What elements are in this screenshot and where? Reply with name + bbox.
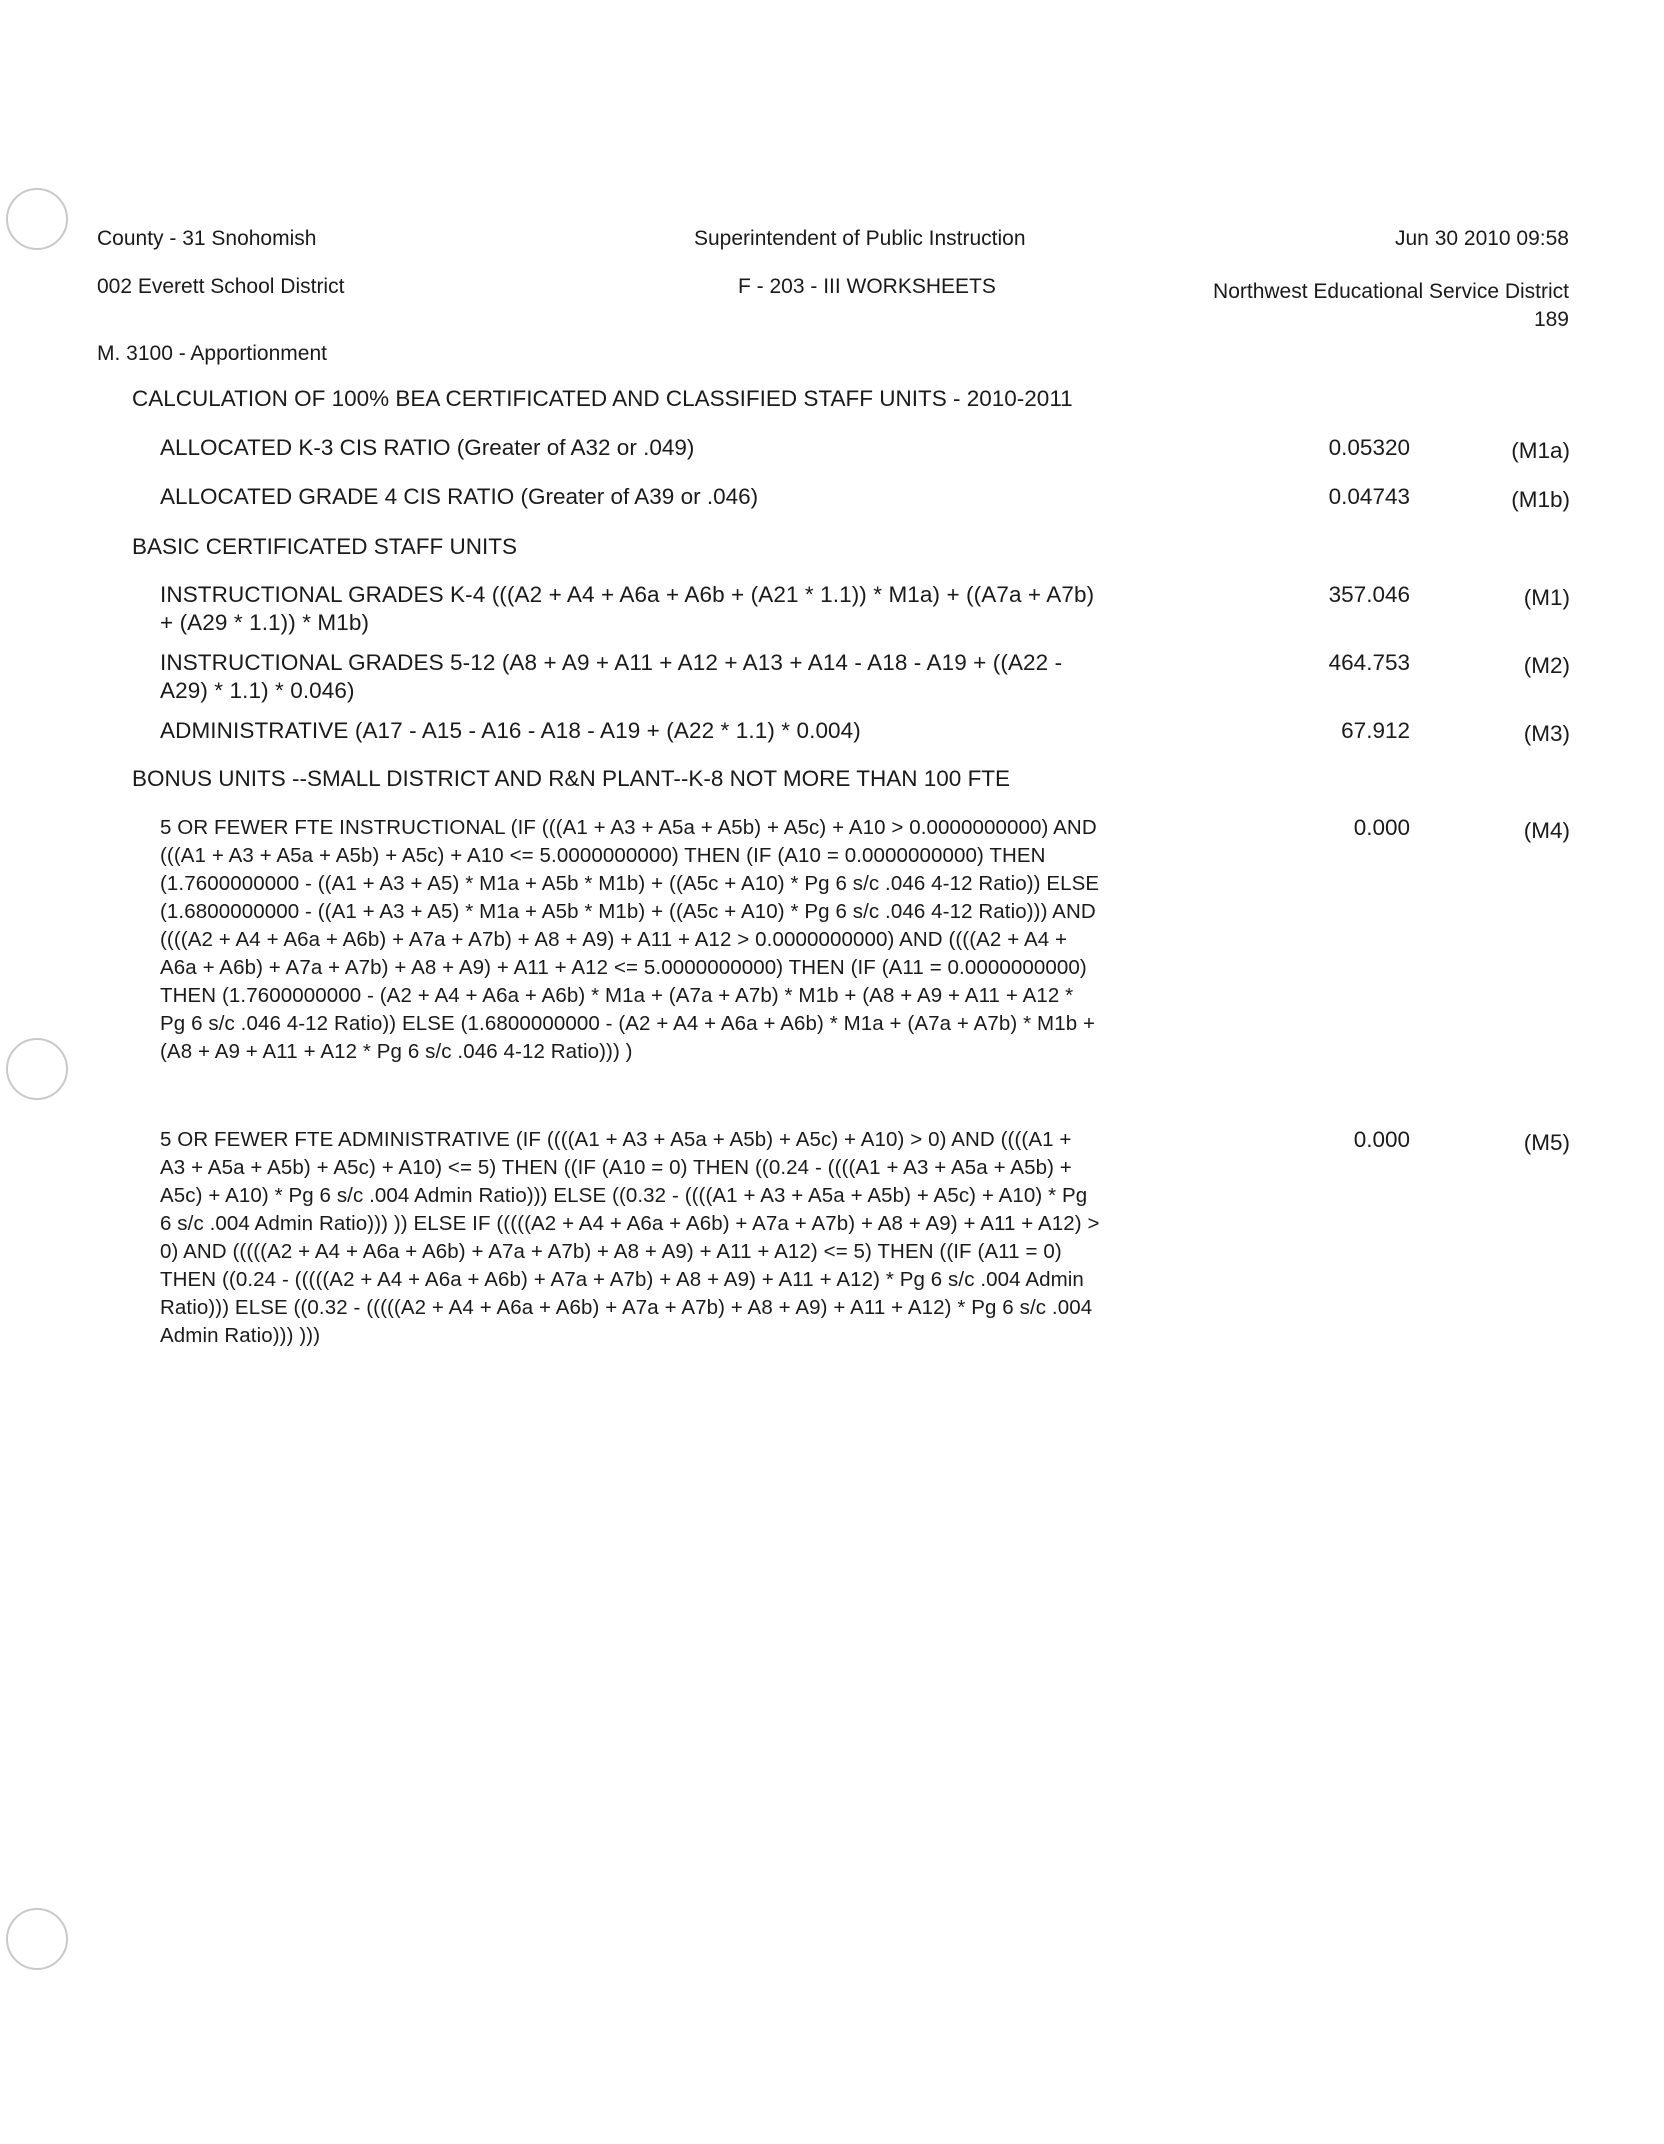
ratio-grade4-value: 0.04743 [1328, 484, 1410, 509]
bonus-item-instructional-label: 5 OR FEWER FTE INSTRUCTIONAL (IF (((A1 + A3 + A5a + A5b) + A5c) + A10 > 0.0000000000) AND (((A1 + A3 + A5a + A5b) + A5c) + A10 <= 5.0000000000) THEN (IF (A10 = 0.0000000000) THEN (1.7600000000 - ((A1 + A3 + A5) * M1a + A5b * M1b) + ((A5c + A10) * Pg 6 s/c .046 4-12 Ratio)) ELSE (1.6800000000 - ((A1 + A3 + A5) * M1a + A5b * M1b) + ((A5c + A10) * Pg 6 s/c .046 4-12 Ratio))) AND ((((A2 + A4 + A6a + A6b) + A7a + A7b) + A8 + A9) + A11 + A12 > 0.0000000000) AND ((((A2 + A4 + A6a + A6b) + A7a + A7b) + A8 + A9) + A11 + A12 <= 5.0000000000) THEN (IF (A11 = 0.0000000000) THEN (1.7600000000 - (A2 + A4 + A6a + A6b) * M1a + (A7a + A7b) * M1b + (A8 + A9 + A11 + A12 * Pg 6 s/c .046 4-12 Ratio)) ELSE (1.6800000000 - (A2 + A4 + A6a + A6b) * M1a + (A7a + A7b) * M1b + (A8 + A9 + A11 + A12 * Pg 6 s/c .046 4-12 Ratio))) ) [160, 816, 1100, 1063]
esd-label [1213, 278, 1569, 334]
calc-title: CALCULATION OF 100% BEA CERTIFICATED AND CLASSIFIED STAFF UNITS - 2010-2011 [132, 386, 1073, 411]
form-label: F - 203 - III WORKSHEETS [738, 275, 996, 298]
basic-item-5-12-value: 464.753 [1328, 650, 1410, 675]
basic-item-k4-label: INSTRUCTIONAL GRADES K-4 (((A2 + A4 + A6a + A6b + (A21 * 1.1)) * M1a) + ((A7a + A7b) + (A29 * 1.1)) * M1b) [160, 582, 1095, 635]
report-datetime: Jun 30 2010 09:58 [1395, 227, 1569, 250]
ratio-k3-label: ALLOCATED K-3 CIS RATIO (Greater of A32 or .049) [160, 435, 695, 460]
basic-item-5-12-label: INSTRUCTIONAL GRADES 5-12 (A8 + A9 + A11 + A12 + A13 + A14 - A18 - A19 + ((A22 - A29) * 1.1) * 0.046) [160, 650, 1063, 703]
bonus-item-administrative-value: 0.000 [1353, 1127, 1410, 1152]
ratio-grade4-code: (M1b) [1511, 487, 1570, 512]
punch-hole-top [6, 188, 68, 250]
esd-number: 189 [1533, 308, 1569, 331]
punch-hole-bottom [6, 1908, 68, 1970]
ratio-grade4-label: ALLOCATED GRADE 4 CIS RATIO (Greater of A39 or .046) [160, 484, 759, 509]
basic-item-admin-value: 67.912 [1341, 718, 1410, 743]
bonus-item-instructional-value: 0.000 [1353, 815, 1410, 840]
agency-label: Superintendent of Public Instruction [694, 227, 1026, 250]
ratio-k3-code: (M1a) [1511, 438, 1570, 463]
basic-item-5-12-code: (M2) [1523, 653, 1570, 678]
section-code: M. 3100 - Apportionment [97, 342, 327, 365]
county-label: County - 31 Snohomish [97, 227, 317, 250]
basic-item-k4-code: (M1) [1523, 585, 1570, 610]
basic-item-admin-code: (M3) [1523, 721, 1570, 746]
punch-hole-middle [6, 1038, 68, 1100]
bonus-title: BONUS UNITS --SMALL DISTRICT AND R&N PLANT--K-8 NOT MORE THAN 100 FTE [132, 766, 1011, 791]
bonus-item-administrative-code: (M5) [1523, 1130, 1570, 1155]
basic-item-admin-label: ADMINISTRATIVE (A17 - A15 - A16 - A18 - A19 + (A22 * 1.1) * 0.004) [160, 718, 861, 743]
bonus-item-instructional-code: (M4) [1523, 818, 1570, 843]
basic-item-k4-value: 357.046 [1328, 582, 1410, 607]
esd-name: Northwest Educational Service District [1213, 280, 1569, 303]
ratio-k3-value: 0.05320 [1328, 435, 1410, 460]
bonus-item-administrative-label: 5 OR FEWER FTE ADMINISTRATIVE (IF ((((A1 + A3 + A5a + A5b) + A5c) + A10) > 0) AND ((((A1 + A3 + A5a + A5b) + A5c) + A10) <= 5) THEN ((IF (A10 = 0) THEN ((0.24 - ((((A1 + A3 + A5a + A5b) + A5c) + A10) * Pg 6 s/c .004 Admin Ratio))) ELSE ((0.32 - ((((A1 + A3 + A5a + A5b) + A5c) + A10) * Pg 6 s/c .004 Admin Ratio))) )) ELSE IF (((((A2 + A4 + A6a + A6b) + A7a + A7b) + A8 + A9) + A11 + A12) > 0) AND (((((A2 + A4 + A6a + A6b) + A7a + A7b) + A8 + A9) + A11 + A12) <= 5) THEN ((IF (A11 = 0) THEN ((0.24 - (((((A2 + A4 + A6a + A6b) + A7a + A7b) + A8 + A9) + A11 + A12) * Pg 6 s/c .004 Admin Ratio))) ELSE ((0.32 - (((((A2 + A4 + A6a + A6b) + A7a + A7b) + A8 + A9) + A11 + A12) * Pg 6 s/c .004 Admin Ratio))) ))) [160, 1128, 1100, 1347]
basic-title: BASIC CERTIFICATED STAFF UNITS [132, 534, 518, 559]
district-label: 002 Everett School District [97, 275, 345, 298]
